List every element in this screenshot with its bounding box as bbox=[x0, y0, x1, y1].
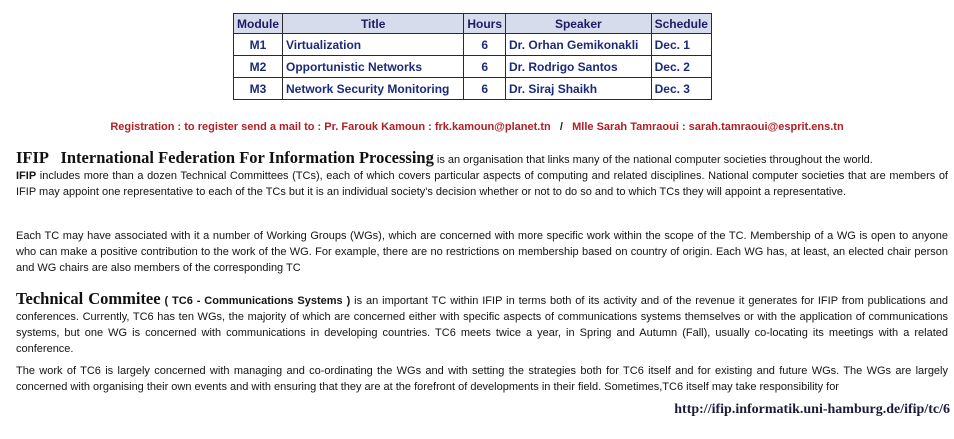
header-schedule: Schedule bbox=[651, 14, 711, 34]
header-hours: Hours bbox=[464, 14, 506, 34]
table-row bbox=[234, 56, 712, 78]
header-title: Title bbox=[283, 14, 464, 34]
tc6-heading: Technical Commitee bbox=[16, 289, 161, 308]
cell-schedule: Dec. 3 bbox=[651, 78, 711, 100]
cell-title: Virtualization bbox=[283, 34, 464, 56]
registration-line bbox=[0, 121, 954, 133]
cell-schedule: Dec. 2 bbox=[651, 56, 711, 78]
tc6-paragraph-2: The work of TC6 is largely concerned with managing and co-ordinating the WGs and with setting the strategies both for TC6 itself and for existing and future WGs. The WGs are largely concerned with organising their own events and with ensuring that they are at the forefront of developments in their field. Sometimes,TC6 itself may take responsibility for bbox=[16, 365, 948, 393]
cell-hours: 6 bbox=[464, 78, 506, 100]
registration-separator: / bbox=[559, 121, 563, 133]
header-speaker: Speaker bbox=[506, 14, 652, 34]
ifip-heading: IFIP International Federation For Information Processing bbox=[16, 148, 434, 167]
ifip-tc-description: includes more than a dozen Technical Committees (TCs), each of which covers particular aspects of computing and related disciplines. National computer societies that are members of IFIP may appoint one representative to each of the TCs but it is an individual society's decision whether or not to do so and to which TCs they will appoint a representative. bbox=[16, 170, 948, 198]
cell-module: M3 bbox=[234, 78, 283, 100]
cell-module: M1 bbox=[234, 34, 283, 56]
tc6-subtitle: ( TC6 - Communications Systems ) bbox=[164, 295, 351, 307]
ifip-paragraph-2: Each TC may have associated with it a number of Working Groups (WGs), which are concerned with more specific work within the scope of the TC. Membership of a WG is open to anyone who can make a positive contribution to the work of the WG. For example, there are no restrictions on membership based on country of origin. Each WG has, at least, an elected chair person and WG chairs are also members of the corresponding TC bbox=[16, 230, 948, 274]
cell-title: Opportunistic Networks bbox=[283, 56, 464, 78]
registration-contact-farouk: Registration : to register send a mail to : Pr. Farouk Kamoun : frk.kamoun@planet.tn bbox=[110, 121, 551, 133]
table-row bbox=[234, 78, 712, 100]
tc6-url-link[interactable]: http://ifip.informatik.uni-hamburg.de/ifip/tc/6 bbox=[674, 402, 950, 417]
header-module: Module bbox=[234, 14, 283, 34]
cell-schedule: Dec. 1 bbox=[651, 34, 711, 56]
tc6-paragraph-1 bbox=[16, 291, 948, 357]
cell-hours: 6 bbox=[464, 34, 506, 56]
cell-module: M2 bbox=[234, 56, 283, 78]
cell-speaker: Dr. Rodrigo Santos bbox=[506, 56, 652, 78]
table-header-row bbox=[234, 14, 712, 34]
table-row bbox=[234, 34, 712, 56]
cell-hours: 6 bbox=[464, 56, 506, 78]
ifip-intro-text: is an organisation that links many of the national computer societies throughout the world. bbox=[433, 154, 873, 166]
modules-table bbox=[233, 13, 712, 100]
cell-title: Network Security Monitoring bbox=[283, 78, 464, 100]
cell-speaker: Dr. Orhan Gemikonakli bbox=[506, 34, 652, 56]
ifip-acronym: IFIP bbox=[16, 170, 37, 182]
ifip-paragraph-1 bbox=[16, 150, 948, 200]
tc6-intro-text: is an important TC within IFIP in terms both of its activity and of the revenue it generates for IFIP from publications and conferences. Currently, TC6 has ten WGs, the majority of which are concerned either with specific aspects of communications systems themselves or with the application of communications systems, but one WG is concerned with communications in developing countries. TC6 meets twice a year, in Spring and Autumn (Fall), usually co-locating its meetings with a related conference. bbox=[16, 295, 948, 355]
cell-speaker: Dr. Siraj Shaikh bbox=[506, 78, 652, 100]
registration-contact-sarah: Mlle Sarah Tamraoui : sarah.tamraoui@esprit.ens.tn bbox=[572, 121, 844, 133]
